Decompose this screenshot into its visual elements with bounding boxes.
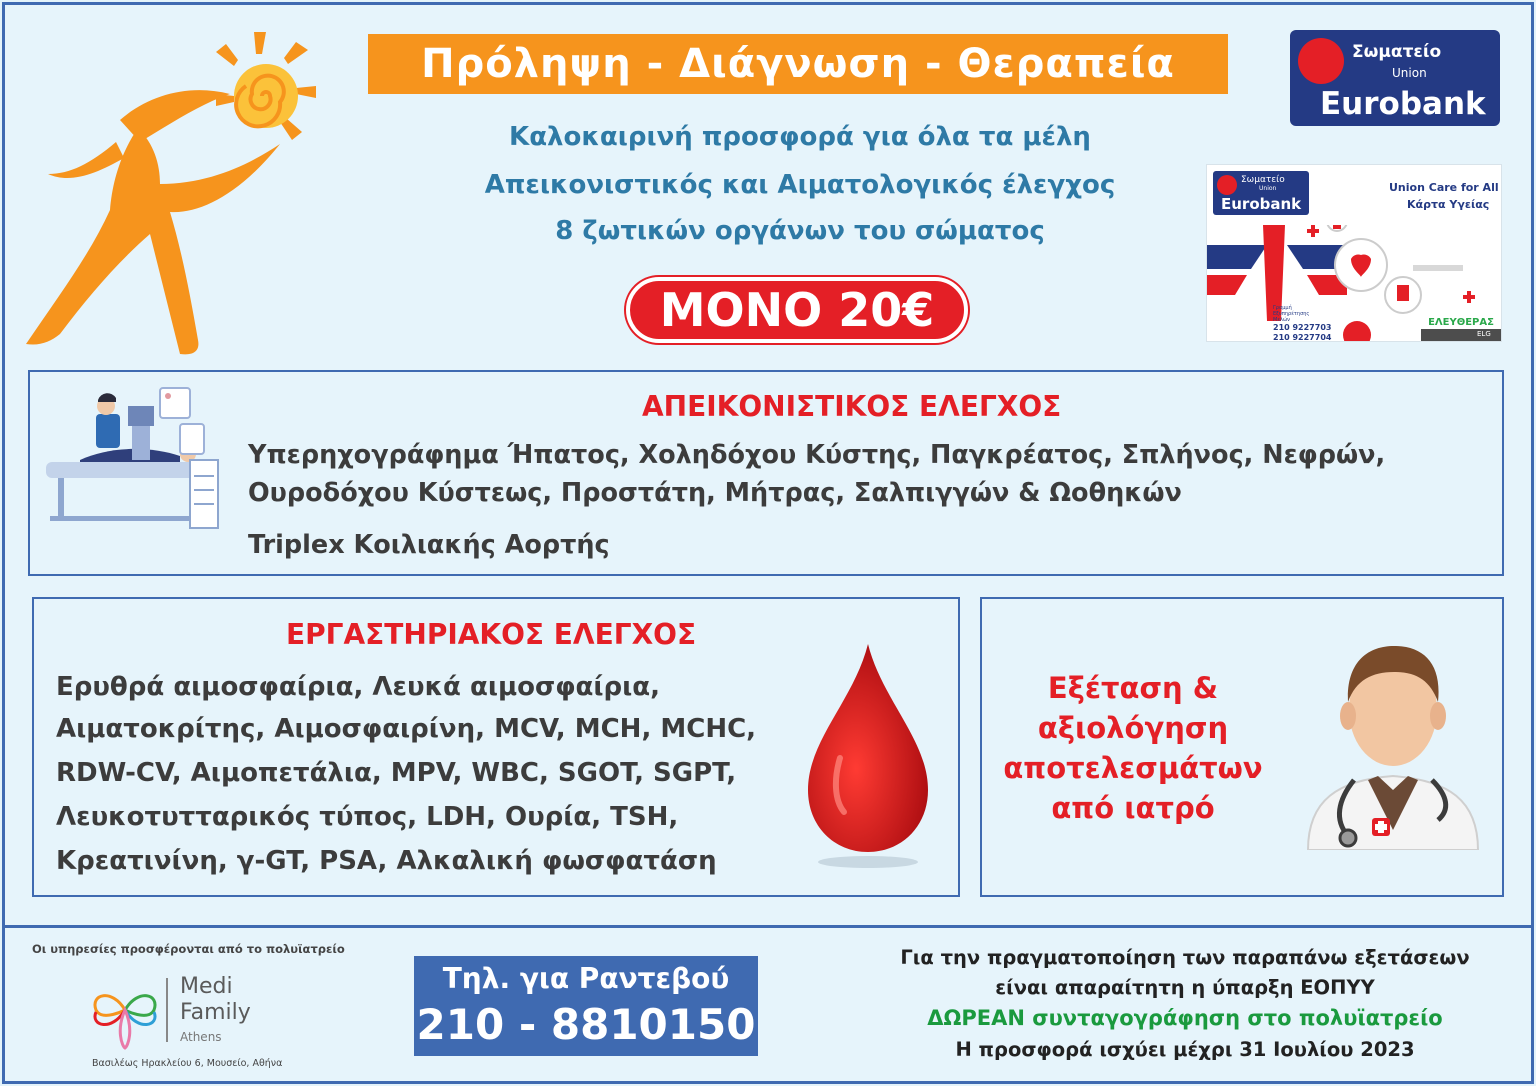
doctor-line-3: αποτελεσμάτων: [1003, 751, 1263, 785]
clinic-name-line2: Family: [180, 1000, 251, 1025]
phone-number: 210 - 8810150: [416, 1000, 756, 1049]
lab-line-3: RDW-CV, Αιμοπετάλια, MPV, WBC, SGOT, SGPT,: [56, 758, 737, 788]
price-badge: ΜΟΝΟ 20€: [626, 277, 968, 343]
card-union-logo: [1213, 171, 1309, 215]
union-emblem-icon: [1298, 38, 1344, 84]
card-phone-label: Γραμμή Εξυπηρέτησης Μελών: [1273, 305, 1310, 323]
medi-family-logo-icon: [82, 972, 168, 1052]
free-prescription-line: ΔΩΡΕΑΝ συνταγογράφηση στο πολυϊατρείο: [927, 1006, 1443, 1030]
card-phone-1: 210 9227703: [1273, 323, 1332, 332]
union-eurobank-logo: [1290, 30, 1500, 126]
condition-line-1: Για την πραγματοποίηση των παραπάνω εξετάσεων: [900, 946, 1470, 969]
subtitle-line-2: Απεικονιστικός και Αιματολογικός έλεγχος: [484, 170, 1116, 200]
appointment-phone-box: [414, 956, 758, 1056]
blood-drop-icon: [794, 640, 942, 870]
provider-note: Οι υπηρεσίες προσφέρονται από το πολυϊατρείο: [32, 942, 345, 956]
health-card-image: [1206, 164, 1502, 342]
card-logo-line2: Union: [1259, 185, 1277, 192]
doctor-line-4: από ιατρό: [1051, 791, 1215, 825]
lab-title: ΕΡΓΑΣΤΗΡΙΑΚΟΣ ΕΛΕΓΧΟΣ: [286, 618, 697, 651]
card-subtitle: Κάρτα Υγείας: [1407, 198, 1490, 211]
subtitle-line-1: Καλοκαιρινή προσφορά για όλα τα μέλη: [509, 122, 1091, 152]
card-insurer-name: ΕΛΕΥΘΕΡΑΣ: [1421, 317, 1501, 329]
doctor-line-2: αξιολόγηση: [1037, 711, 1229, 745]
card-title: Union Care for All: [1389, 181, 1499, 194]
union-logo-line1: Σωματείο: [1352, 42, 1442, 62]
lab-line-2: Αιματοκρίτης, Αιμοσφαιρίνη, MCV, MCH, MCHC,: [56, 714, 757, 744]
offer-validity-line: Η προσφορά ισχύει μέχρι 31 Ιουλίου 2023: [955, 1038, 1415, 1061]
logo-separator: [166, 978, 168, 1042]
card-emblem-icon: [1217, 175, 1237, 195]
clinic-address: Βασιλέως Ηρακλείου 6, Μουσείο, Αθήνα: [92, 1058, 283, 1069]
lab-line-5: Κρεατινίνη, γ-GT, PSA, Αλκαλική φωσφατάση: [56, 846, 717, 876]
union-logo-brand: Eurobank: [1320, 86, 1486, 122]
condition-line-2: είναι απαραίτητη η ύπαρξη ΕΟΠΥΥ: [995, 976, 1375, 999]
clinic-name-line3: Athens: [180, 1030, 222, 1044]
doctor-line-1: Εξέταση &: [1047, 671, 1219, 705]
clinic-name-line1: Medi: [180, 974, 233, 999]
card-phone-block: [1273, 305, 1331, 342]
union-logo-line2: Union: [1392, 66, 1427, 80]
footer-divider: [2, 925, 1534, 928]
ultrasound-exam-illustration: [40, 384, 230, 534]
card-logo-brand: Eurobank: [1221, 195, 1302, 213]
imaging-title: ΑΠΕΙΚΟΝΙΣΤΙΚΟΣ ΕΛΕΓΧΟΣ: [642, 390, 1062, 423]
card-insurer-tag: ELG: [1477, 330, 1491, 338]
sun-person-icon: [20, 24, 330, 364]
subtitle-line-3: 8 ζωτικών οργάνων του σώματος: [555, 216, 1045, 246]
card-phone-2: 210 9227704: [1273, 333, 1332, 342]
doctor-text: [988, 668, 1278, 828]
title-banner: Πρόληψη - Διάγνωση - Θεραπεία: [368, 34, 1228, 94]
card-logo-line1: Σωματείο: [1241, 175, 1285, 185]
lab-line-1: Ερυθρά αιμοσφαίρια, Λευκά αιμοσφαίρια,: [56, 672, 661, 702]
imaging-line-3: Triplex Κοιλιακής Αορτής: [248, 530, 610, 560]
lab-line-4: Λευκοτυτταρικός τύπος, LDH, Ουρία, TSH,: [56, 802, 679, 832]
doctor-icon: [1298, 640, 1488, 850]
card-insurer-logo: [1421, 317, 1501, 341]
phone-label: Τηλ. για Ραντεβού: [442, 962, 730, 995]
imaging-line-1: Υπερηχογράφημα Ήπατος, Χοληδόχου Κύστης, Παγκρέατος, Σπλήνος, Νεφρών,: [248, 440, 1386, 470]
imaging-line-2: Ουροδόχου Κύστεως, Προστάτη, Μήτρας, Σαλπιγγών & Ωοθηκών: [248, 478, 1182, 508]
